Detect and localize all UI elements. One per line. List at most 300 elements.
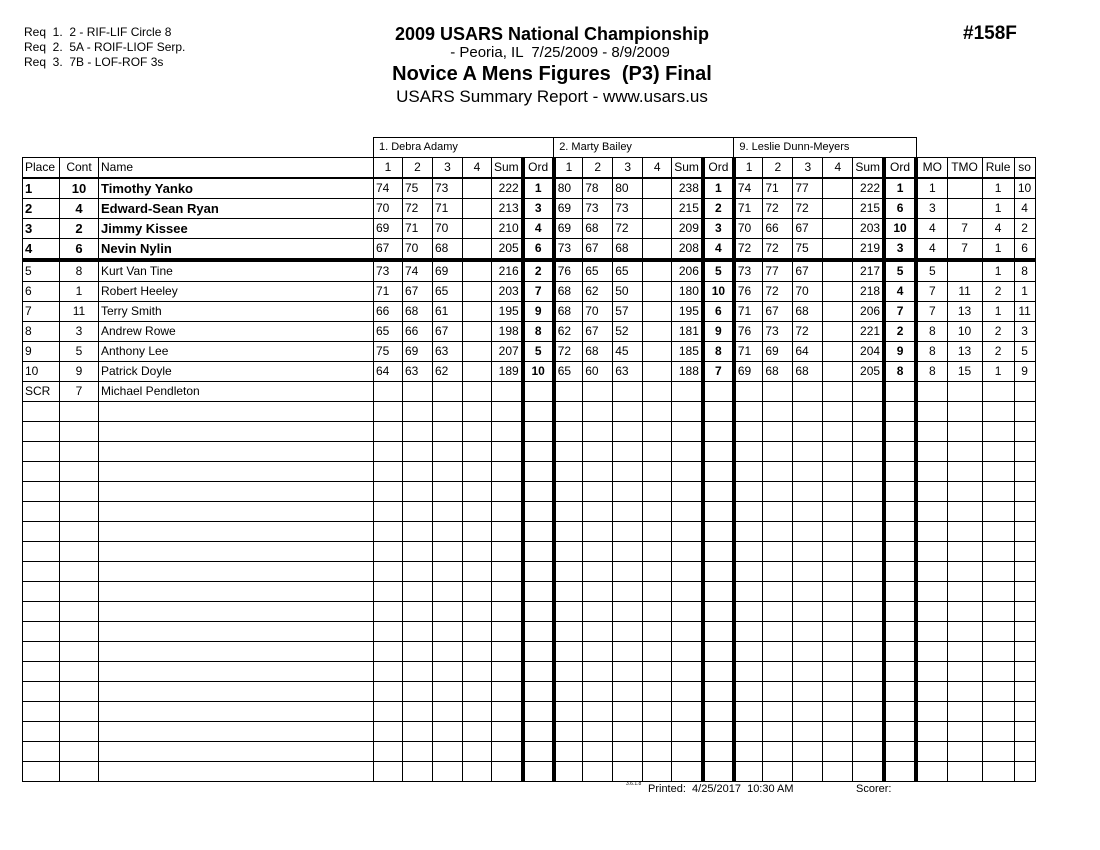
empty-cell (523, 482, 554, 502)
judge-1-figure-3-score: 71 (433, 199, 463, 219)
table-row (23, 239, 1036, 261)
judge-1-figure-4-score (463, 260, 492, 282)
empty-cell (853, 542, 884, 562)
empty-cell (1014, 462, 1035, 482)
empty-cell (433, 442, 463, 462)
empty-cell (947, 602, 982, 622)
empty-cell (403, 662, 433, 682)
judge-3-figure-4-score (823, 382, 853, 402)
judge-2-figure-4-score (643, 199, 672, 219)
empty-cell (463, 662, 492, 682)
judge-3-figure-1-score: 70 (734, 219, 763, 239)
judge-1-figure-2-score: 68 (403, 302, 433, 322)
col-name: Name (99, 158, 374, 179)
empty-cell (823, 522, 853, 542)
judge-3-figure-4-score (823, 282, 853, 302)
empty-cell (643, 422, 672, 442)
empty-cell (793, 442, 823, 462)
empty-cell (374, 462, 403, 482)
scorer-label: Scorer: (856, 783, 892, 795)
empty-cell (99, 682, 374, 702)
empty-cell (60, 742, 99, 762)
empty-cell (433, 702, 463, 722)
place-cell: 8 (23, 322, 60, 342)
empty-cell (403, 742, 433, 762)
skater-name-cell: Andrew Rowe (99, 322, 374, 342)
empty-cell (99, 522, 374, 542)
empty-cell (523, 702, 554, 722)
empty-cell (793, 602, 823, 622)
empty-cell (523, 562, 554, 582)
empty-cell (947, 662, 982, 682)
empty-cell (703, 622, 734, 642)
empty-cell (492, 542, 523, 562)
empty-cell (433, 422, 463, 442)
empty-cell (884, 742, 916, 762)
skater-name-cell: Jimmy Kissee (99, 219, 374, 239)
judge-2-figure-3-score: 72 (613, 219, 643, 239)
empty-cell (643, 642, 672, 662)
empty-cell (463, 522, 492, 542)
empty-cell (947, 522, 982, 542)
empty-cell (947, 422, 982, 442)
tmo-cell: 15 (947, 362, 982, 382)
empty-cell (982, 562, 1014, 582)
empty-cell (554, 562, 583, 582)
empty-cell (884, 442, 916, 462)
empty-cell (763, 482, 793, 502)
judge-1-figure-3-score (433, 382, 463, 402)
empty-cell (734, 562, 763, 582)
empty-cell (374, 742, 403, 762)
so-cell: 8 (1014, 260, 1035, 282)
empty-cell (1014, 702, 1035, 722)
so-cell: 3 (1014, 322, 1035, 342)
judge-2-sum: 180 (672, 282, 703, 302)
empty-cell (793, 522, 823, 542)
judge-1-ordinal: 2 (523, 260, 554, 282)
judge-1-figure-1-score: 74 (374, 178, 403, 199)
empty-cell (793, 662, 823, 682)
empty-cell (982, 682, 1014, 702)
judge-3-figure-1-score: 71 (734, 302, 763, 322)
contestant-number-cell: 9 (60, 362, 99, 382)
col-j3-fig3: 3 (793, 158, 823, 179)
empty-cell (554, 482, 583, 502)
empty-cell (374, 642, 403, 662)
contestant-number-cell: 10 (60, 178, 99, 199)
empty-cell (554, 622, 583, 642)
empty-cell (643, 622, 672, 642)
empty-cell (492, 422, 523, 442)
judge-1-figure-4-score (463, 342, 492, 362)
empty-cell (374, 562, 403, 582)
empty-cell (554, 522, 583, 542)
judge-2-figure-3-score: 45 (613, 342, 643, 362)
empty-cell (1014, 662, 1035, 682)
empty-cell (99, 582, 374, 602)
judge-3-figure-1-score: 74 (734, 178, 763, 199)
empty-cell (554, 502, 583, 522)
empty-cell (613, 662, 643, 682)
empty-cell (554, 602, 583, 622)
judge-2-sum (672, 382, 703, 402)
judge-2-figure-4-score (643, 239, 672, 261)
judge-2-figure-2-score: 67 (583, 239, 613, 261)
table-row (23, 199, 1036, 219)
empty-cell (433, 722, 463, 742)
empty-cell (99, 762, 374, 782)
empty-cell (99, 562, 374, 582)
empty-cell (916, 742, 947, 762)
empty-cell (763, 622, 793, 642)
judge-2-sum: 195 (672, 302, 703, 322)
report-title: USARS Summary Report - www.usars.us (396, 87, 708, 106)
empty-cell (763, 602, 793, 622)
judge-2-figure-2-score: 73 (583, 199, 613, 219)
empty-cell (463, 462, 492, 482)
judge-1-sum: 210 (492, 219, 523, 239)
contestant-number-cell: 6 (60, 239, 99, 261)
empty-cell (703, 742, 734, 762)
empty-cell (672, 662, 703, 682)
empty-cell (60, 702, 99, 722)
empty-cell (643, 402, 672, 422)
empty-cell (523, 742, 554, 762)
judge-3-sum: 203 (853, 219, 884, 239)
empty-cell (403, 442, 433, 462)
empty-cell (823, 422, 853, 442)
empty-cell (613, 762, 643, 782)
judge-3-sum: 204 (853, 342, 884, 362)
mo-cell: 3 (916, 199, 947, 219)
col-j3-fig2: 2 (763, 158, 793, 179)
judge-1-figure-2-score: 69 (403, 342, 433, 362)
empty-cell (554, 722, 583, 742)
contestant-number-cell: 7 (60, 382, 99, 402)
empty-cell (523, 682, 554, 702)
judge-2-figure-2-score: 70 (583, 302, 613, 322)
table-row (23, 302, 1036, 322)
judge-1-figure-1-score: 71 (374, 282, 403, 302)
empty-cell (463, 502, 492, 522)
championship-title: 2009 USARS National Championship (394, 24, 710, 44)
judge-2-ordinal: 10 (703, 282, 734, 302)
empty-cell (793, 742, 823, 762)
place-cell: 6 (23, 282, 60, 302)
judge-2-sum: 209 (672, 219, 703, 239)
judge-1-figure-2-score: 66 (403, 322, 433, 342)
so-cell: 10 (1014, 178, 1035, 199)
empty-cell (793, 642, 823, 662)
judge-3-sum (853, 382, 884, 402)
judge-3-sum: 205 (853, 362, 884, 382)
empty-cell (523, 422, 554, 442)
empty-cell (672, 722, 703, 742)
judge-1-ordinal: 10 (523, 362, 554, 382)
empty-cell (463, 742, 492, 762)
empty-cell (374, 682, 403, 702)
empty-cell (523, 402, 554, 422)
judge-2-figure-2-score: 67 (583, 322, 613, 342)
empty-cell (793, 422, 823, 442)
empty-cell (982, 422, 1014, 442)
empty-cell (433, 622, 463, 642)
judge-1-figure-1-score: 66 (374, 302, 403, 322)
judge-1-figure-2-score: 70 (403, 239, 433, 261)
empty-cell (492, 682, 523, 702)
empty-cell (763, 722, 793, 742)
skater-name-cell: Timothy Yanko (99, 178, 374, 199)
judge-2-figure-3-score (613, 382, 643, 402)
empty-cell (916, 722, 947, 742)
empty-cell (492, 702, 523, 722)
rule-cell: 1 (982, 302, 1014, 322)
empty-cell (403, 762, 433, 782)
empty-table-row (23, 562, 1036, 582)
empty-cell (60, 442, 99, 462)
empty-cell (643, 462, 672, 482)
empty-cell (403, 522, 433, 542)
empty-cell (583, 622, 613, 642)
empty-cell (583, 762, 613, 782)
tmo-cell: 13 (947, 342, 982, 362)
empty-cell (23, 422, 60, 442)
empty-cell (793, 762, 823, 782)
empty-cell (433, 402, 463, 422)
empty-cell (703, 562, 734, 582)
empty-cell (99, 542, 374, 562)
judge-2-figure-2-score: 68 (583, 219, 613, 239)
judge-1-figure-4-score (463, 362, 492, 382)
skater-name-cell: Patrick Doyle (99, 362, 374, 382)
empty-cell (99, 622, 374, 642)
skater-name-cell: Michael Pendleton (99, 382, 374, 402)
empty-cell (60, 562, 99, 582)
requirement-1: Req 1. 2 - RIF-LIF Circle 8 (24, 25, 172, 39)
place-cell: 10 (23, 362, 60, 382)
empty-cell (23, 462, 60, 482)
empty-cell (916, 482, 947, 502)
empty-cell (672, 522, 703, 542)
empty-cell (734, 422, 763, 442)
judge-3-figure-4-score (823, 260, 853, 282)
empty-cell (99, 642, 374, 662)
empty-cell (982, 582, 1014, 602)
empty-cell (433, 582, 463, 602)
empty-table-row (23, 582, 1036, 602)
empty-cell (523, 542, 554, 562)
empty-cell (613, 682, 643, 702)
empty-cell (982, 402, 1014, 422)
mo-cell: 8 (916, 322, 947, 342)
skater-name-cell: Anthony Lee (99, 342, 374, 362)
empty-cell (853, 762, 884, 782)
empty-cell (463, 402, 492, 422)
rule-cell: 2 (982, 342, 1014, 362)
requirement-3: Req 3. 7B - LOF-ROF 3s (24, 55, 164, 69)
judge-1-ordinal (523, 382, 554, 402)
rule-cell: 1 (982, 178, 1014, 199)
rule-cell: 1 (982, 199, 1014, 219)
empty-cell (23, 442, 60, 462)
empty-cell (643, 662, 672, 682)
empty-cell (433, 542, 463, 562)
empty-cell (1014, 622, 1035, 642)
empty-cell (60, 762, 99, 782)
empty-table-row (23, 442, 1036, 462)
empty-cell (947, 442, 982, 462)
so-cell (1014, 382, 1035, 402)
empty-cell (374, 722, 403, 742)
empty-cell (763, 702, 793, 722)
judge-1-figure-4-score (463, 178, 492, 199)
empty-cell (916, 422, 947, 442)
empty-cell (60, 522, 99, 542)
empty-cell (734, 402, 763, 422)
empty-cell (853, 722, 884, 742)
empty-cell (492, 622, 523, 642)
judge-2-figure-1-score: 73 (554, 239, 583, 261)
judge-2-figure-2-score (583, 382, 613, 402)
judge-1-figure-1-score: 70 (374, 199, 403, 219)
empty-cell (853, 442, 884, 462)
empty-cell (403, 402, 433, 422)
empty-cell (613, 722, 643, 742)
judge-1-sum: 195 (492, 302, 523, 322)
empty-cell (23, 502, 60, 522)
empty-cell (60, 722, 99, 742)
empty-cell (947, 582, 982, 602)
empty-cell (947, 702, 982, 722)
empty-cell (703, 722, 734, 742)
contestant-number-cell: 5 (60, 342, 99, 362)
empty-cell (23, 722, 60, 742)
empty-cell (793, 582, 823, 602)
empty-cell (884, 762, 916, 782)
empty-cell (433, 462, 463, 482)
empty-cell (734, 682, 763, 702)
empty-cell (463, 562, 492, 582)
judge-1-sum: 213 (492, 199, 523, 219)
judge-1-ordinal: 6 (523, 239, 554, 261)
empty-cell (492, 602, 523, 622)
empty-cell (613, 422, 643, 442)
tmo-cell: 7 (947, 239, 982, 261)
empty-cell (982, 502, 1014, 522)
empty-cell (523, 762, 554, 782)
empty-cell (60, 462, 99, 482)
place-cell: 2 (23, 199, 60, 219)
empty-cell (703, 482, 734, 502)
empty-cell (1014, 402, 1035, 422)
judge-3-figure-3-score: 68 (793, 302, 823, 322)
empty-cell (403, 722, 433, 742)
empty-cell (523, 522, 554, 542)
judge-1-figure-3-score: 62 (433, 362, 463, 382)
empty-cell (793, 542, 823, 562)
judge-3-figure-2-score: 72 (763, 199, 793, 219)
empty-cell (734, 702, 763, 722)
empty-cell (823, 702, 853, 722)
empty-cell (916, 562, 947, 582)
empty-cell (947, 502, 982, 522)
empty-cell (554, 642, 583, 662)
so-cell: 4 (1014, 199, 1035, 219)
empty-cell (583, 562, 613, 582)
empty-cell (703, 682, 734, 702)
empty-cell (672, 622, 703, 642)
col-place: Place (23, 158, 60, 179)
empty-cell (672, 642, 703, 662)
empty-cell (433, 562, 463, 582)
judge-1-ordinal: 1 (523, 178, 554, 199)
empty-cell (703, 642, 734, 662)
judge-3-figure-2-score: 67 (763, 302, 793, 322)
empty-cell (1014, 762, 1035, 782)
judge-2-ordinal: 1 (703, 178, 734, 199)
empty-cell (613, 482, 643, 502)
empty-cell (613, 522, 643, 542)
empty-cell (643, 522, 672, 542)
judge-2-sum: 181 (672, 322, 703, 342)
judge-2-figure-2-score: 78 (583, 178, 613, 199)
results-table (22, 137, 1036, 782)
empty-cell (672, 562, 703, 582)
empty-cell (374, 602, 403, 622)
contestant-number-cell: 4 (60, 199, 99, 219)
empty-cell (374, 662, 403, 682)
empty-table-row (23, 762, 1036, 782)
empty-cell (554, 662, 583, 682)
empty-cell (823, 682, 853, 702)
judge-1-figure-3-score: 63 (433, 342, 463, 362)
place-cell: 3 (23, 219, 60, 239)
judge-2-figure-4-score (643, 342, 672, 362)
empty-cell (613, 442, 643, 462)
empty-cell (523, 642, 554, 662)
empty-cell (463, 442, 492, 462)
judge-1-figure-2-score: 67 (403, 282, 433, 302)
empty-cell (672, 462, 703, 482)
empty-cell (853, 662, 884, 682)
empty-cell (672, 422, 703, 442)
empty-cell (583, 522, 613, 542)
empty-cell (853, 502, 884, 522)
judge-2-figure-1-score: 72 (554, 342, 583, 362)
empty-cell (947, 482, 982, 502)
judge-2-figure-1-score: 68 (554, 282, 583, 302)
judge-1-figure-3-score: 61 (433, 302, 463, 322)
judge-1-ordinal: 3 (523, 199, 554, 219)
judge-3-figure-1-score: 73 (734, 260, 763, 282)
empty-cell (916, 602, 947, 622)
judge-2-sum: 238 (672, 178, 703, 199)
empty-cell (763, 662, 793, 682)
empty-cell (643, 722, 672, 742)
empty-cell (763, 762, 793, 782)
empty-cell (523, 662, 554, 682)
empty-cell (463, 682, 492, 702)
empty-cell (982, 662, 1014, 682)
empty-cell (884, 402, 916, 422)
judge-2-sum: 208 (672, 239, 703, 261)
empty-cell (60, 582, 99, 602)
empty-cell (793, 702, 823, 722)
empty-cell (823, 502, 853, 522)
empty-cell (613, 742, 643, 762)
empty-cell (823, 762, 853, 782)
